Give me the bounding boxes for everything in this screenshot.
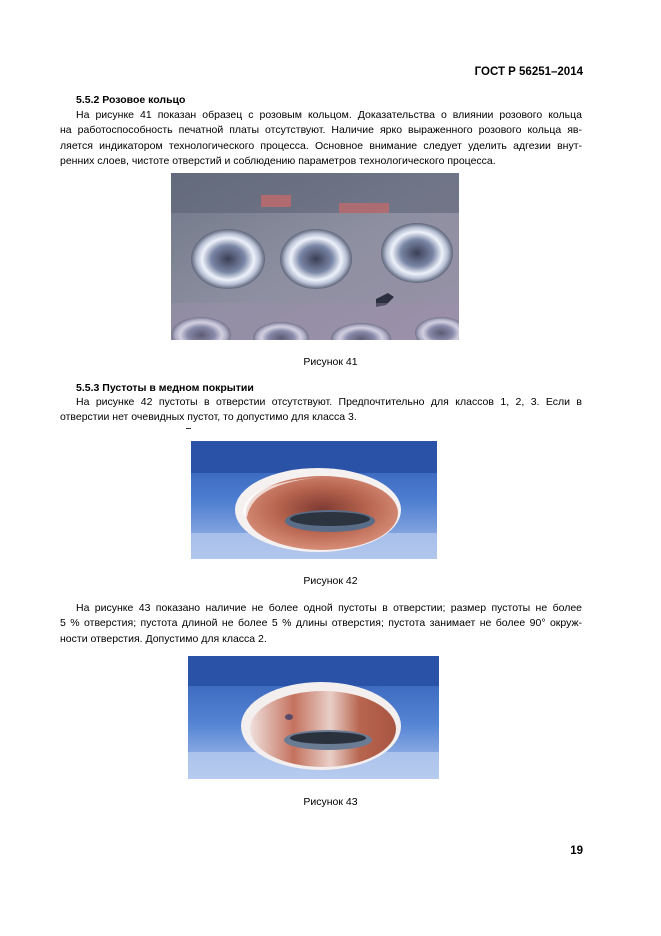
text-line: на работоспособность печатной платы отсутствуют. Наличие ярко выраженного розового кольца яв- [60,124,582,137]
figure-43-caption: Рисунок 43 [303,796,358,808]
paragraph-copper-voids [60,395,582,426]
page-number: 19 [570,845,583,857]
figure-41-caption: Рисунок 41 [303,356,358,368]
text-line: На рисунке 42 пустоты в отверстии отсутствуют. Предпочтительно для классов 1, 2, 3. Если в [76,396,582,408]
standard-number: ГОСТ Р 56251–2014 [474,66,583,78]
text-line: 5 % отверстия; пустота длиной не более 5 % длины отверстия; пустота занимает не более 90° окруж- [60,617,582,630]
text-line: ляется индикатором технологического процесса. Основное внимание следует уделить адгезии внут- [60,139,582,152]
text-line: На рисунке 43 показано наличие не более одной пустоты в отверстии; размер пустоты не более [76,602,582,614]
figure-41-photo [171,173,459,340]
paragraph-single-void [60,601,582,647]
paragraph-pink-ring [60,108,582,169]
text-line: На рисунке 41 показан образец с розовым кольцом. Доказательства о влиянии розового кольца [76,109,582,121]
text-line: ренних слоев, чистоте отверстий и соблюдению параметров технологического процесса. [60,154,496,167]
hole-no-voids-image [191,441,437,559]
section-heading-5-5-2: 5.5.2 Розовое кольцо [76,94,186,106]
figure-42-caption: Рисунок 42 [303,575,358,587]
hole-single-void-image [188,656,439,779]
text-line: ности отверстия. Допустимо для класса 2. [60,632,267,645]
stray-dash-mark [186,428,191,429]
pcb-pink-ring-image [171,173,459,340]
text-line: отверстии нет очевидных пустот, то допустимо для класса 3. [60,411,357,424]
figure-43-image [188,656,439,779]
figure-42-image [191,441,437,559]
section-heading-5-5-3: 5.5.3 Пустоты в медном покрытии [76,382,254,394]
